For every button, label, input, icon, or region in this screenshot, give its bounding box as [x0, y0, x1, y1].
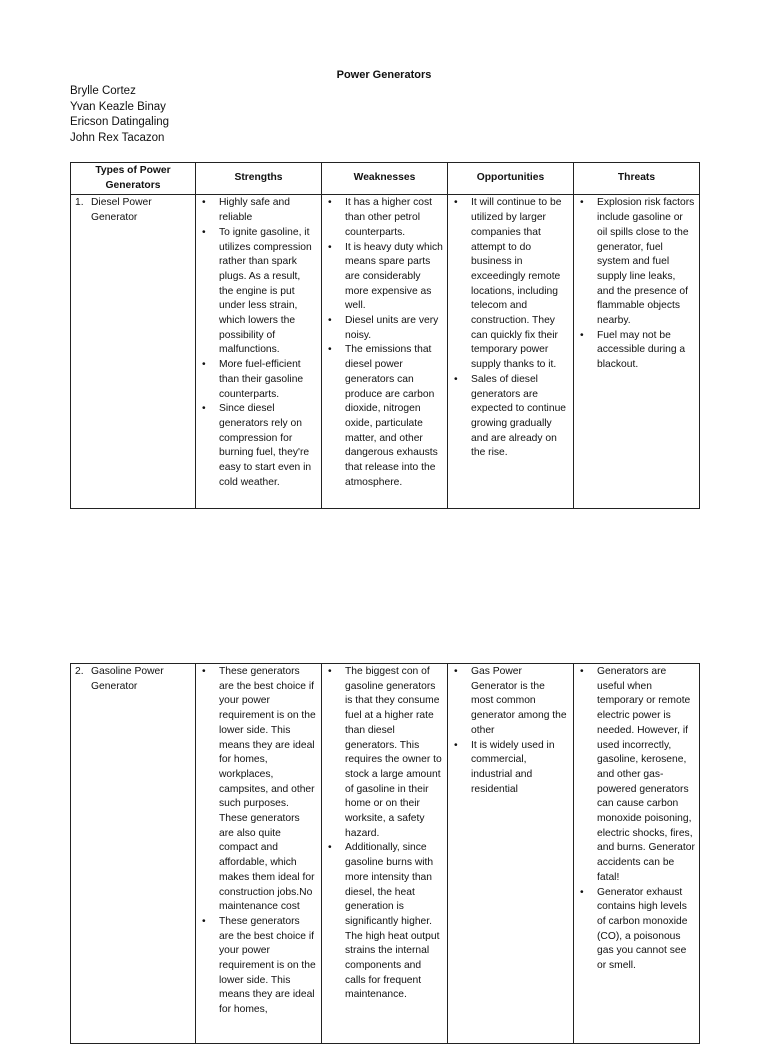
header-weaknesses: Weaknesses	[322, 163, 448, 195]
threats-list	[578, 196, 695, 372]
list-item: • Generator exhaust contains high levels of carbon monoxide (CO), a poisonous gas you cannot see or smell.	[578, 886, 695, 974]
type-cell	[71, 664, 196, 1044]
weaknesses-list	[326, 665, 443, 1003]
opportunities-cell	[448, 664, 574, 1044]
header-types: Types of Power Generators	[71, 163, 196, 195]
author-name: Yvan Keazle Binay	[70, 100, 166, 113]
header-threats: Threats	[574, 163, 700, 195]
weaknesses-cell	[322, 195, 448, 509]
opportunities-cell	[448, 195, 574, 509]
list-item: • These generators are the best choice if your power requirement is on the lower side. This means they are ideal for homes, workplaces, campsites, and other such purposes. These generators are also quite compact and affordable, which makes them ideal for construction jobs.No maintenance cost	[200, 665, 317, 915]
table-row	[71, 195, 700, 509]
strengths-cell	[196, 664, 322, 1044]
strengths-cell	[196, 195, 322, 509]
list-item: • Diesel units are very noisy.	[326, 314, 443, 343]
author-name: Brylle Cortez	[70, 85, 136, 97]
author-name: Ericson Datingaling	[70, 116, 170, 129]
threats-cell	[574, 195, 700, 509]
table-row	[71, 664, 700, 1044]
author-list	[70, 84, 169, 146]
list-item: • Fuel may not be accessible during a blackout.	[578, 329, 695, 373]
document-title: Power Generators	[336, 69, 432, 81]
list-item: • Sales of diesel generators are expected to continue growing gradually and are already on the rise.	[452, 373, 569, 461]
list-item: • To ignite gasoline, it utilizes compression rather than spark plugs. As a result, the engine is put under less strain, which lowers the possibility of malfunctions.	[200, 226, 317, 358]
strengths-list	[200, 196, 317, 490]
list-item: • Highly safe and reliable	[200, 196, 317, 225]
header-opportunities: Opportunities	[448, 163, 574, 195]
author-name: John Rex Tacazon	[70, 131, 165, 144]
generator-type: Diesel Power Generator	[91, 197, 152, 224]
list-item: • It will continue to be utilized by larger companies that attempt to do business in exceedingly remote locations, including telecom and construction. They can quickly fix their temporary power supply thanks to it.	[452, 196, 569, 372]
list-item: • Additionally, since gasoline burns with more intensity than diesel, the heat generation is significantly higher. The high heat output strains the internal components and calls for frequent maintenance.	[326, 841, 443, 1003]
opportunities-list	[452, 665, 569, 797]
strengths-list	[200, 665, 317, 1018]
list-item: • It is heavy duty which means spare parts are considerably more expensive as well.	[326, 241, 443, 315]
list-item: • Gas Power Generator is the most common generator among the other	[452, 665, 569, 739]
generator-type: Gasoline Power Generator	[91, 666, 164, 692]
list-item: • Generators are useful when temporary or remote electric power is needed. However, if used incorrectly, gasoline, kerosene, and other gas-powered generators can cause carbon monoxide poisoning, electric shocks, fires, and burns. Generator accidents can be fatal!	[578, 665, 695, 886]
table-header-row	[71, 163, 700, 195]
list-item: • Since diesel generators rely on compression for burning fuel, they're easy to start even in cold weather.	[200, 402, 317, 490]
threats-cell	[574, 664, 700, 1044]
list-item: • The emissions that diesel power generators can produce are carbon dioxide, nitrogen oxide, particulate matter, and other dangerous exhausts that release into the atmosphere.	[326, 343, 443, 490]
row-number: 1.	[75, 197, 84, 209]
weaknesses-cell	[322, 664, 448, 1044]
list-item: • It is widely used in commercial, industrial and residential	[452, 739, 569, 798]
threats-list	[578, 665, 695, 974]
list-item: • It has a higher cost than other petrol counterparts.	[326, 196, 443, 240]
weaknesses-list	[326, 196, 443, 490]
swot-table-diesel	[70, 162, 700, 509]
list-item: • The biggest con of gasoline generators is that they consume fuel at a higher rate than diesel generators. This requires the owner to stock a large amount of gasoline in their home or on their worksite, a safety hazard.	[326, 665, 443, 841]
type-cell	[71, 195, 196, 509]
list-item: • Explosion risk factors include gasoline or oil spills close to the generator, fuel system and fuel supply line leaks, and the presence of flammable objects nearby.	[578, 196, 695, 328]
swot-table-gasoline	[70, 663, 700, 1044]
opportunities-list	[452, 196, 569, 461]
row-number: 2.	[75, 666, 84, 677]
header-strengths: Strengths	[196, 163, 322, 195]
list-item: • More fuel-efficient than their gasoline counterparts.	[200, 358, 317, 402]
list-item: • These generators are the best choice if your power requirement is on the lower side. This means they are ideal for homes,	[200, 915, 317, 1018]
